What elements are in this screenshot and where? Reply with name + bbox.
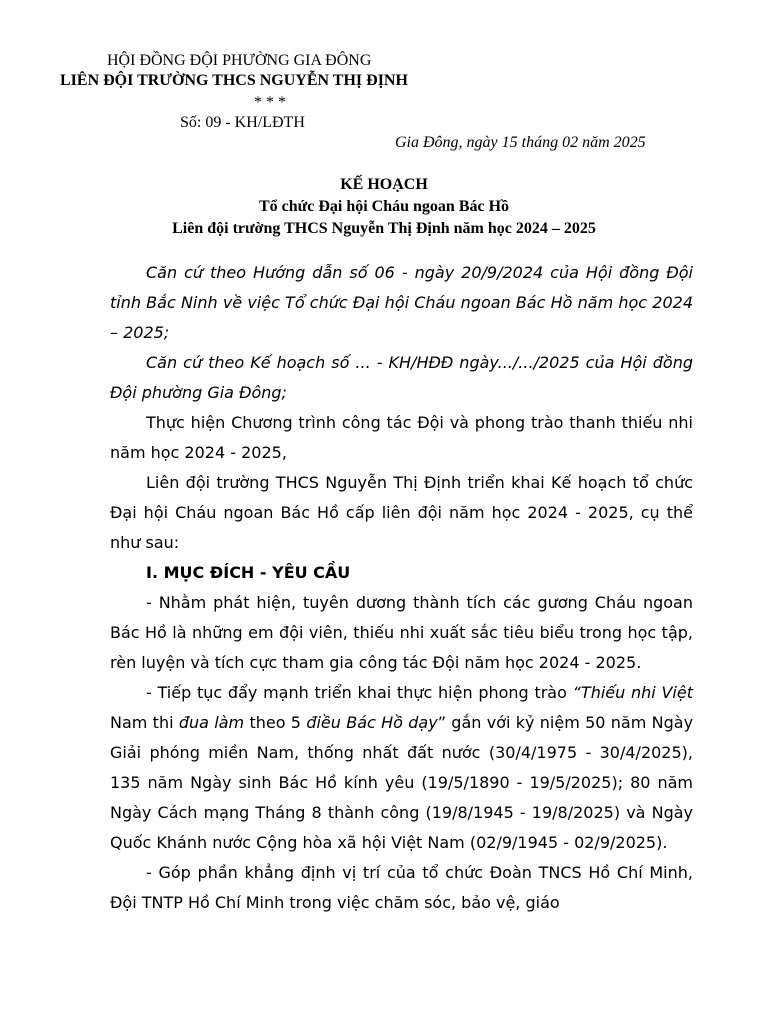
text-run: Nam thi xyxy=(110,713,179,732)
council-name: HỘI ĐỒNG ĐỘI PHƯỜNG GIA ĐÔNG xyxy=(107,52,372,69)
document-title: KẾ HOẠCH xyxy=(340,176,428,193)
document-number: Số: 09 - KH/LĐTH xyxy=(180,114,305,131)
paragraph-purpose-2 xyxy=(110,678,693,858)
emphasis-run: điều Bác Hồ dạy xyxy=(306,713,438,732)
document-subtitle: Tổ chức Đại hội Cháu ngoan Bác Hồ xyxy=(258,198,510,215)
emphasis-run: đua làm xyxy=(178,713,245,732)
place-date: Gia Đông, ngày 15 tháng 02 năm 2025 xyxy=(395,134,646,151)
paragraph-program: Thực hiện Chương trình công tác Đội và phong trào thanh thiếu nhi năm học 2024 - 2025, xyxy=(110,413,693,462)
text-run: ” gắn với kỷ niệm 50 năm Ngày Giải phóng miền Nam, thống nhất đất nước (30/4/1975 - 30/4/2025), 135 năm Ngày sinh Bác Hồ kính yêu (19/5/1890 - 19/5/2025); 80 năm Ngày Cách mạng Tháng 8 thành công (19/8/1945 - 19/8/2025) và Ngày Quốc Khánh nước Cộng hòa xã hội Việt Nam (02/9/1945 - 02/9/2025). xyxy=(110,713,694,852)
paragraph-purpose-3: - Góp phần khẳng định vị trí của tổ chức Đoàn TNCS Hồ Chí Minh, Đội TNTP Hồ Chí Minh trong việc chăm sóc, bảo vệ, giáo xyxy=(110,863,693,912)
section-heading-1: I. MỤC ĐÍCH - YÊU CẦU xyxy=(146,563,351,582)
paragraph-basis-1: Căn cứ theo Hướng dẫn số 06 - ngày 20/9/2024 của Hội đồng Đội tỉnh Bắc Ninh về việc Tổ chức Đại hội Cháu ngoan Bác Hồ năm học 2024 – 2025; xyxy=(110,263,693,342)
header-stars: * * * xyxy=(254,94,286,111)
paragraph-intro: Liên đội trường THCS Nguyễn Thị Định triển khai Kế hoạch tổ chức Đại hội Cháu ngoan Bác Hồ cấp liên đội năm học 2024 - 2025, cụ thể như sau: xyxy=(110,473,693,552)
quoted-movement: “Thiếu nhi Việt xyxy=(572,683,693,702)
document-subtitle-year: Liên đội trường THCS Nguyễn Thị Định năm học 2024 – 2025 xyxy=(172,220,596,237)
text-run: theo 5 xyxy=(244,713,307,732)
document-body xyxy=(110,258,693,918)
text-run: - Tiếp tục đẩy mạnh triển khai thực hiện phong trào xyxy=(146,683,573,702)
paragraph-purpose-1: - Nhằm phát hiện, tuyên dương thành tích các gương Cháu ngoan Bác Hồ là những em đội viên, thiếu nhi xuất sắc tiêu biểu trong học tập, rèn luyện và tích cực tham gia công tác Đội năm học 2024 - 2025. xyxy=(110,593,693,672)
school-name: LIÊN ĐỘI TRƯỜNG THCS NGUYỄN THỊ ĐỊNH xyxy=(60,72,408,89)
paragraph-basis-2: Căn cứ theo Kế hoạch số ... - KH/HĐĐ ngày.../.../2025 của Hội đồng Đội phường Gia Đông; xyxy=(110,353,693,402)
